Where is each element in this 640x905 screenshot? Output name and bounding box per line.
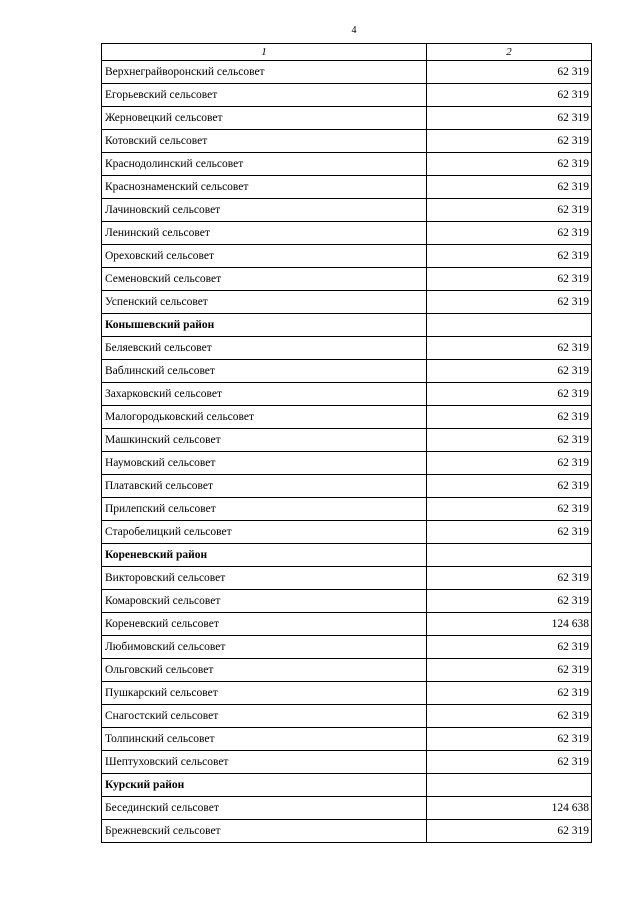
table-row: [102, 337, 592, 360]
table-row: [102, 498, 592, 521]
column-header-2: 2: [427, 44, 592, 61]
municipality-name: Ольговский сельсовет: [102, 659, 427, 682]
municipality-name: Машкинский сельсовет: [102, 429, 427, 452]
municipality-name: Ленинский сельсовет: [102, 222, 427, 245]
table-header-row: [102, 44, 592, 61]
amount-cell: 62 319: [427, 107, 592, 130]
municipality-name: Захарковский сельсовет: [102, 383, 427, 406]
table-row: [102, 199, 592, 222]
table-row: [102, 429, 592, 452]
municipality-name: Беляевский сельсовет: [102, 337, 427, 360]
municipality-name: Жерновецкий сельсовет: [102, 107, 427, 130]
district-header-row: [102, 314, 592, 337]
municipality-name: Викторовский сельсовет: [102, 567, 427, 590]
page-number: 4: [351, 25, 357, 36]
amount-cell: 62 319: [427, 61, 592, 84]
municipality-name: Семеновский сельсовет: [102, 268, 427, 291]
table-row: [102, 268, 592, 291]
municipality-name: Наумовский сельсовет: [102, 452, 427, 475]
amount-cell: 62 319: [427, 452, 592, 475]
table-row: [102, 130, 592, 153]
amount-cell: 62 319: [427, 590, 592, 613]
amount-cell: 124 638: [427, 613, 592, 636]
district-name: Конышевский район: [102, 314, 427, 337]
table-row: [102, 475, 592, 498]
table-row: [102, 636, 592, 659]
municipality-name: Верхнеграйворонский сельсовет: [102, 61, 427, 84]
municipality-name: Краснодолинский сельсовет: [102, 153, 427, 176]
district-name: Кореневский район: [102, 544, 427, 567]
amount-cell: [427, 774, 592, 797]
municipality-name: Любимовский сельсовет: [102, 636, 427, 659]
amount-cell: 62 319: [427, 176, 592, 199]
municipality-name: Ореховский сельсовет: [102, 245, 427, 268]
amount-cell: 124 638: [427, 797, 592, 820]
amount-cell: 62 319: [427, 567, 592, 590]
municipality-name: Толпинский сельсовет: [102, 728, 427, 751]
table-row: [102, 567, 592, 590]
table-row: [102, 245, 592, 268]
amount-cell: 62 319: [427, 820, 592, 843]
table-row: [102, 406, 592, 429]
municipality-name: Малогородьковский сельсовет: [102, 406, 427, 429]
amount-cell: 62 319: [427, 360, 592, 383]
amount-cell: [427, 314, 592, 337]
table-row: [102, 291, 592, 314]
amount-cell: 62 319: [427, 291, 592, 314]
table-row: [102, 452, 592, 475]
district-name: Курский район: [102, 774, 427, 797]
amount-cell: 62 319: [427, 245, 592, 268]
amount-cell: 62 319: [427, 429, 592, 452]
amount-cell: 62 319: [427, 84, 592, 107]
table-row: [102, 360, 592, 383]
table-row: [102, 521, 592, 544]
municipality-name: Егорьевский сельсовет: [102, 84, 427, 107]
municipality-name: Комаровский сельсовет: [102, 590, 427, 613]
amount-cell: 62 319: [427, 705, 592, 728]
municipality-name: Платавский сельсовет: [102, 475, 427, 498]
municipality-name: Пушкарский сельсовет: [102, 682, 427, 705]
table-body: [102, 61, 592, 843]
amount-cell: 62 319: [427, 659, 592, 682]
amount-cell: 62 319: [427, 475, 592, 498]
table-row: [102, 222, 592, 245]
amount-cell: 62 319: [427, 728, 592, 751]
table-row: [102, 613, 592, 636]
amount-cell: 62 319: [427, 337, 592, 360]
municipality-name: Кореневский сельсовет: [102, 613, 427, 636]
municipality-name: Краснознаменский сельсовет: [102, 176, 427, 199]
amount-cell: 62 319: [427, 498, 592, 521]
municipality-name: Брежневский сельсовет: [102, 820, 427, 843]
table-row: [102, 383, 592, 406]
municipality-name: Прилепский сельсовет: [102, 498, 427, 521]
amount-cell: 62 319: [427, 682, 592, 705]
amount-cell: 62 319: [427, 199, 592, 222]
allocation-table: [101, 43, 592, 843]
amount-cell: [427, 544, 592, 567]
amount-cell: 62 319: [427, 222, 592, 245]
district-header-row: [102, 544, 592, 567]
table-row: [102, 61, 592, 84]
table-row: [102, 659, 592, 682]
amount-cell: 62 319: [427, 636, 592, 659]
amount-cell: 62 319: [427, 130, 592, 153]
municipality-name: Бесединский сельсовет: [102, 797, 427, 820]
district-header-row: [102, 774, 592, 797]
table-row: [102, 682, 592, 705]
table-row: [102, 590, 592, 613]
table-row: [102, 797, 592, 820]
table-row: [102, 705, 592, 728]
amount-cell: 62 319: [427, 153, 592, 176]
table-row: [102, 820, 592, 843]
table-row: [102, 84, 592, 107]
table-row: [102, 153, 592, 176]
amount-cell: 62 319: [427, 521, 592, 544]
amount-cell: 62 319: [427, 383, 592, 406]
municipality-name: Успенский сельсовет: [102, 291, 427, 314]
municipality-name: Лачиновский сельсовет: [102, 199, 427, 222]
amount-cell: 62 319: [427, 751, 592, 774]
municipality-name: Снагостский сельсовет: [102, 705, 427, 728]
table-row: [102, 176, 592, 199]
table-row: [102, 751, 592, 774]
table-row: [102, 107, 592, 130]
table-row: [102, 728, 592, 751]
amount-cell: 62 319: [427, 406, 592, 429]
municipality-name: Ваблинский сельсовет: [102, 360, 427, 383]
municipality-name: Шептуховский сельсовет: [102, 751, 427, 774]
municipality-name: Котовский сельсовет: [102, 130, 427, 153]
municipality-name: Старобелицкий сельсовет: [102, 521, 427, 544]
amount-cell: 62 319: [427, 268, 592, 291]
column-header-1: 1: [102, 44, 427, 61]
